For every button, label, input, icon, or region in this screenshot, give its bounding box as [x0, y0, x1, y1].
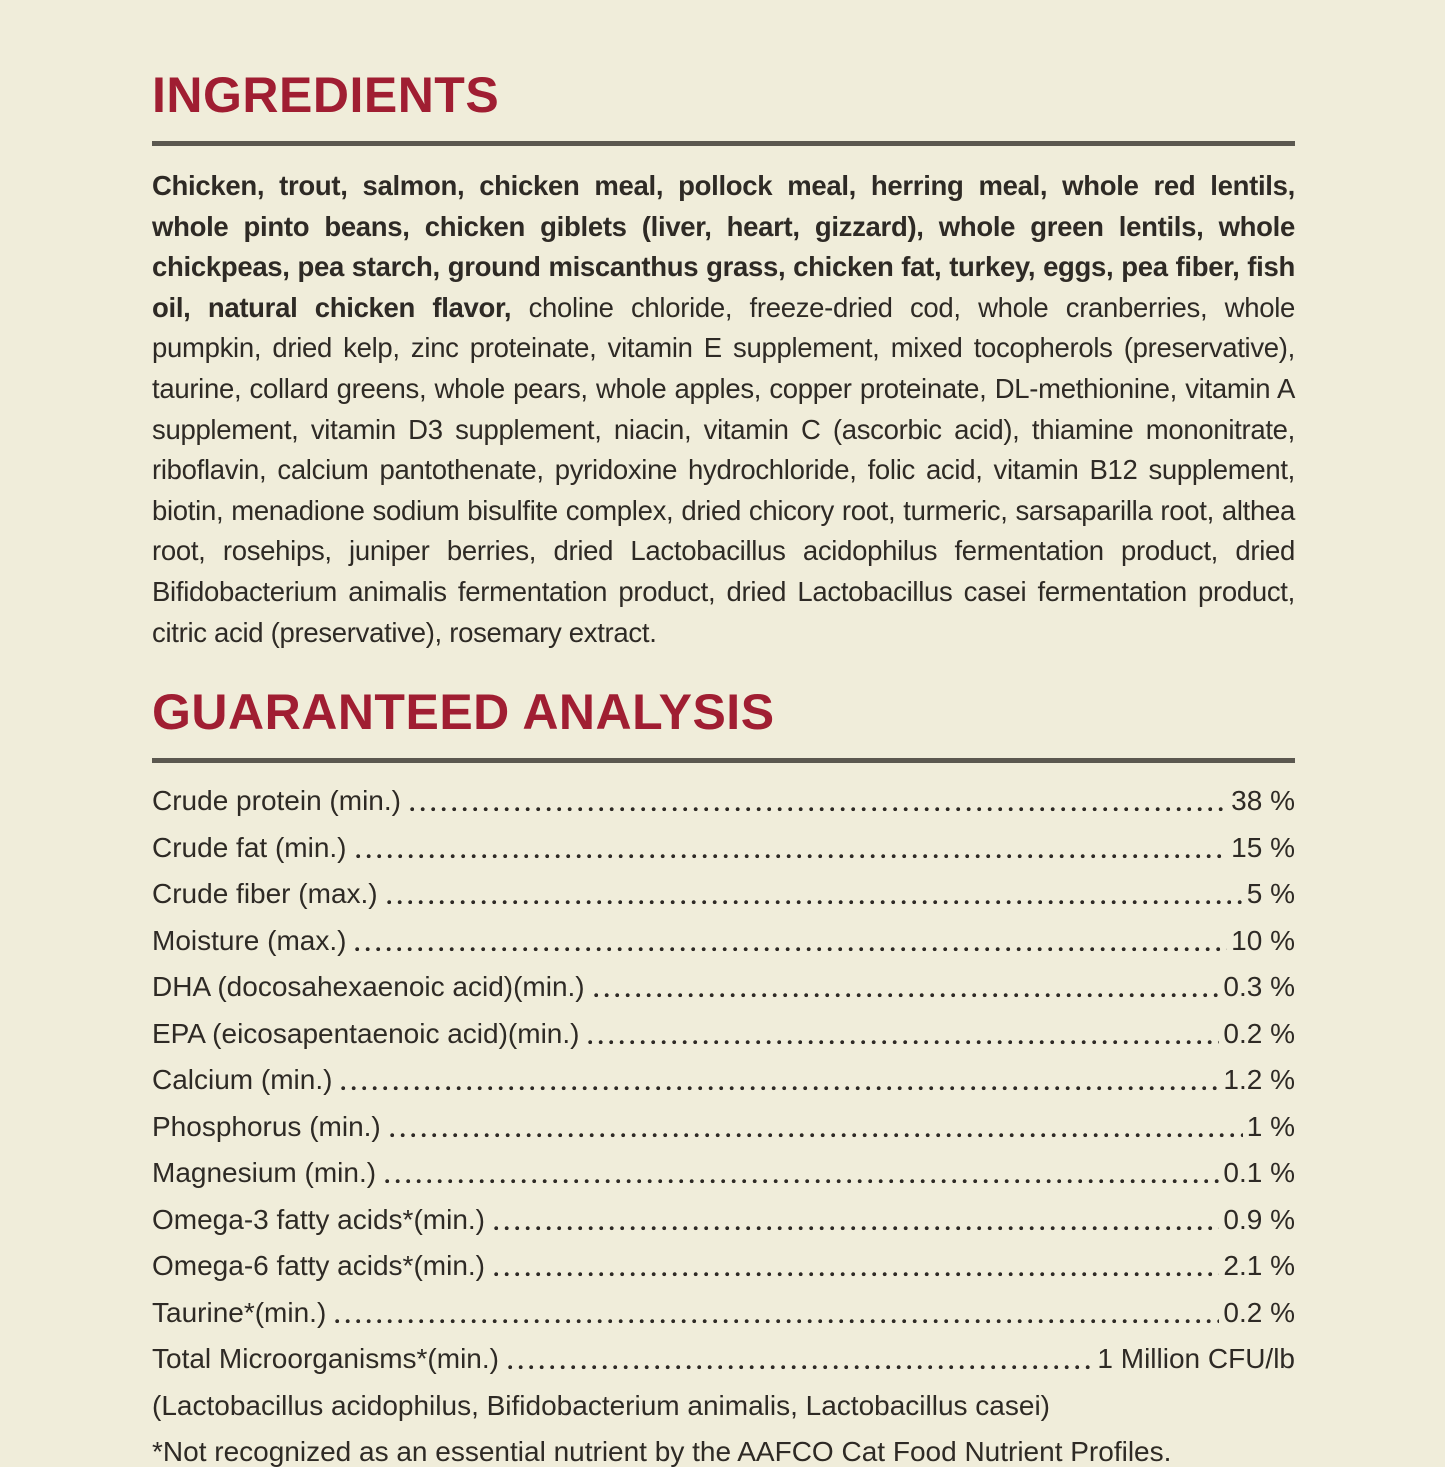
analysis-row-value: 0.2 % — [1223, 1296, 1295, 1328]
analysis-row-label: Crude protein (min.) — [152, 785, 401, 817]
analysis-row — [152, 1252, 1295, 1280]
analysis-row-value: 0.9 % — [1223, 1203, 1295, 1235]
analysis-row-value: 38 % — [1231, 785, 1295, 817]
leader-dots — [494, 1206, 1219, 1234]
analysis-row-label: Taurine*(min.) — [152, 1296, 327, 1328]
analysis-row — [152, 1017, 1295, 1049]
analysis-row — [152, 973, 1295, 1001]
analysis-row — [152, 924, 1295, 956]
leader-dots — [341, 1066, 1219, 1094]
analysis-row-label: Omega-6 fatty acids*(min.) — [152, 1250, 485, 1282]
leader-dots — [355, 927, 1227, 955]
aafco-footnote: *Not recognized as an essential nutrient by the AAFCO Cat Food Nutrient Profiles. — [152, 1436, 1172, 1467]
analysis-divider — [152, 758, 1295, 763]
analysis-row-label: Magnesium (min.) — [152, 1157, 377, 1189]
leader-dots — [588, 1020, 1219, 1048]
analysis-row — [152, 1345, 1295, 1373]
leader-dots — [385, 1159, 1219, 1187]
leader-dots — [390, 1113, 1243, 1141]
leader-dots — [410, 787, 1227, 815]
analysis-row-label: Total Microorganisms*(min.) — [152, 1343, 499, 1375]
analysis-row-label: Crude fiber (max.) — [152, 878, 378, 910]
guaranteed-analysis-heading: GUARANTEED ANALYSIS — [152, 684, 775, 741]
analysis-row — [152, 787, 1295, 815]
analysis-row-value: 0.3 % — [1223, 971, 1295, 1003]
analysis-row — [152, 1203, 1295, 1235]
ingredients-heading: INGREDIENTS — [152, 67, 500, 123]
microorganisms-species-note: (Lactobacillus acidophilus, Bifidobacterium animalis, Lactobacillus casei) — [152, 1389, 1050, 1421]
leader-dots — [387, 880, 1243, 908]
analysis-row-value: 0.1 % — [1223, 1157, 1295, 1189]
analysis-row-label: Phosphorus (min.) — [152, 1110, 381, 1142]
analysis-row-value: 0.2 % — [1223, 1017, 1295, 1049]
analysis-row-value: 10 % — [1231, 924, 1295, 956]
analysis-row-value: 1.2 % — [1223, 1064, 1295, 1096]
analysis-row — [152, 1110, 1295, 1142]
ingredients-secondary-text: choline chloride, freeze-dried cod, whole cranberries, whole pumpkin, dried kelp, zinc proteinate, vitamin E supplement, mixed tocopherols (preservative), taurine, collard greens, whole pears, whole apples, copper proteinate, DL-methionine, vitamin A supplement, vitamin D3 supplement, niacin, vitamin C (ascorbic acid), thiamine mononitrate, riboflavin, calcium pantothenate, pyridoxine hydrochloride, folic acid, vitamin B12 supplement, biotin, menadione sodium bisulfite complex, dried chicory root, turmeric, sarsaparilla root, althea root, rosehips, juniper berries, dried Lactobacillus acidophilus fermentation product, dried Bifidobacterium animalis fermentation product, dried Lactobacillus casei fermentation product, citric acid (preservative), rosemary extract. — [152, 291, 1295, 648]
ingredients-primary-bold-text: Chicken, trout, salmon, chicken meal, pollock meal, herring meal, whole red lentils, whole pinto beans, chicken giblets (liver, heart, gizzard), whole green lentils, whole chickpeas, pea starch, ground miscanthus grass, chicken fat, turkey, eggs, pea fiber, fish oil, natural chicken flavor, — [152, 170, 1295, 323]
analysis-row-value: 1 % — [1246, 1110, 1295, 1142]
analysis-row — [152, 1066, 1295, 1094]
leader-dots — [356, 834, 1228, 862]
analysis-row-label: Omega-3 fatty acids*(min.) — [152, 1203, 485, 1235]
analysis-row-label: Moisture (max.) — [152, 924, 347, 956]
ingredients-paragraph — [152, 166, 1295, 653]
ingredients-divider — [152, 141, 1295, 146]
analysis-row-label: EPA (eicosapentaenoic acid)(min.) — [152, 1017, 580, 1049]
analysis-row-label: DHA (docosahexaenoic acid)(min.) — [152, 971, 585, 1003]
analysis-row-value: 5 % — [1246, 878, 1295, 910]
analysis-row-value: 2.1 % — [1223, 1250, 1295, 1282]
leader-dots — [494, 1252, 1219, 1280]
analysis-row — [152, 1159, 1295, 1187]
analysis-row — [152, 831, 1295, 863]
analysis-row — [152, 1296, 1295, 1328]
leader-dots — [335, 1299, 1219, 1327]
analysis-row-value: 15 % — [1231, 831, 1295, 863]
analysis-row-value: 1 Million CFU/lb — [1097, 1343, 1295, 1375]
analysis-table — [152, 787, 1295, 1373]
leader-dots — [508, 1345, 1093, 1373]
analysis-row-label: Calcium (min.) — [152, 1064, 333, 1096]
analysis-row — [152, 880, 1295, 908]
leader-dots — [594, 973, 1220, 1001]
analysis-row-label: Crude fat (min.) — [152, 831, 347, 863]
